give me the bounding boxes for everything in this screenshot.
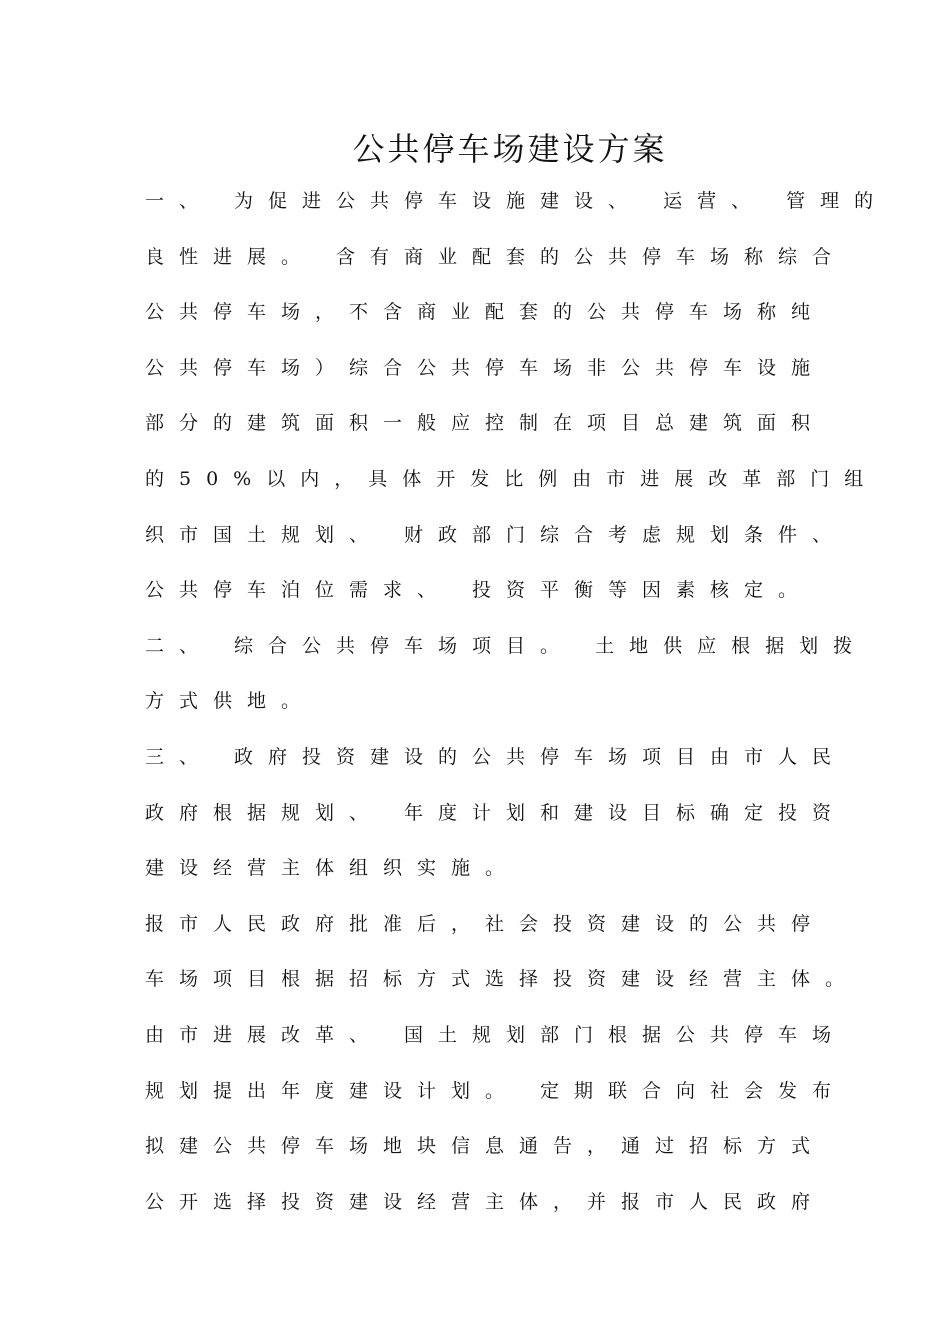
document-title: 公共停车场建设方案	[352, 130, 668, 168]
body-line: 方式供地。	[145, 690, 316, 713]
body-line: 规划提出年度建设计划。 定期联合向社会发布	[145, 1079, 847, 1102]
body-line: 部分的建筑面积一般应控制在项目总建筑面积	[145, 412, 826, 435]
body-line: 织市国土规划、 财政部门综合考虑规划条件、	[145, 523, 847, 546]
body-line: 车场项目根据招标方式选择投资建设经营主体。	[145, 968, 860, 991]
body-line: 由市进展改革、 国土规划部门根据公共停车场	[145, 1023, 847, 1046]
body-line: 报市人民政府批准后，社会投资建设的公共停	[145, 912, 826, 935]
body-line: 公开选择投资建设经营主体，并报市人民政府	[145, 1190, 826, 1213]
body-line: 公共停车场）综合公共停车场非公共停车设施	[145, 356, 826, 379]
body-line: 公共停车泊位需求、 投资平衡等因素核定。	[145, 579, 813, 602]
body-line: 拟建公共停车场地块信息通告，通过招标方式	[145, 1135, 826, 1158]
body-line: 三、 政府投资建设的公共停车场项目由市人民	[145, 745, 847, 768]
body-line: 建设经营主体组织实施。	[145, 857, 520, 880]
body-line: 的50%以内，具体开发比例由市进展改革部门组	[145, 467, 879, 490]
body-line: 一、 为促进公共停车设施建设、 运营、 管理的	[145, 190, 889, 212]
body-line: 公共停车场，不含商业配套的公共停车场称纯	[145, 301, 826, 324]
document-body	[145, 181, 889, 1237]
body-line: 二、 综合公共停车场项目。 土地供应根据划拨	[145, 634, 868, 657]
body-line: 良性进展。 含有商业配套的公共停车场称综合	[145, 245, 847, 268]
body-line: 政府根据规划、 年度计划和建设目标确定投资	[145, 801, 847, 824]
